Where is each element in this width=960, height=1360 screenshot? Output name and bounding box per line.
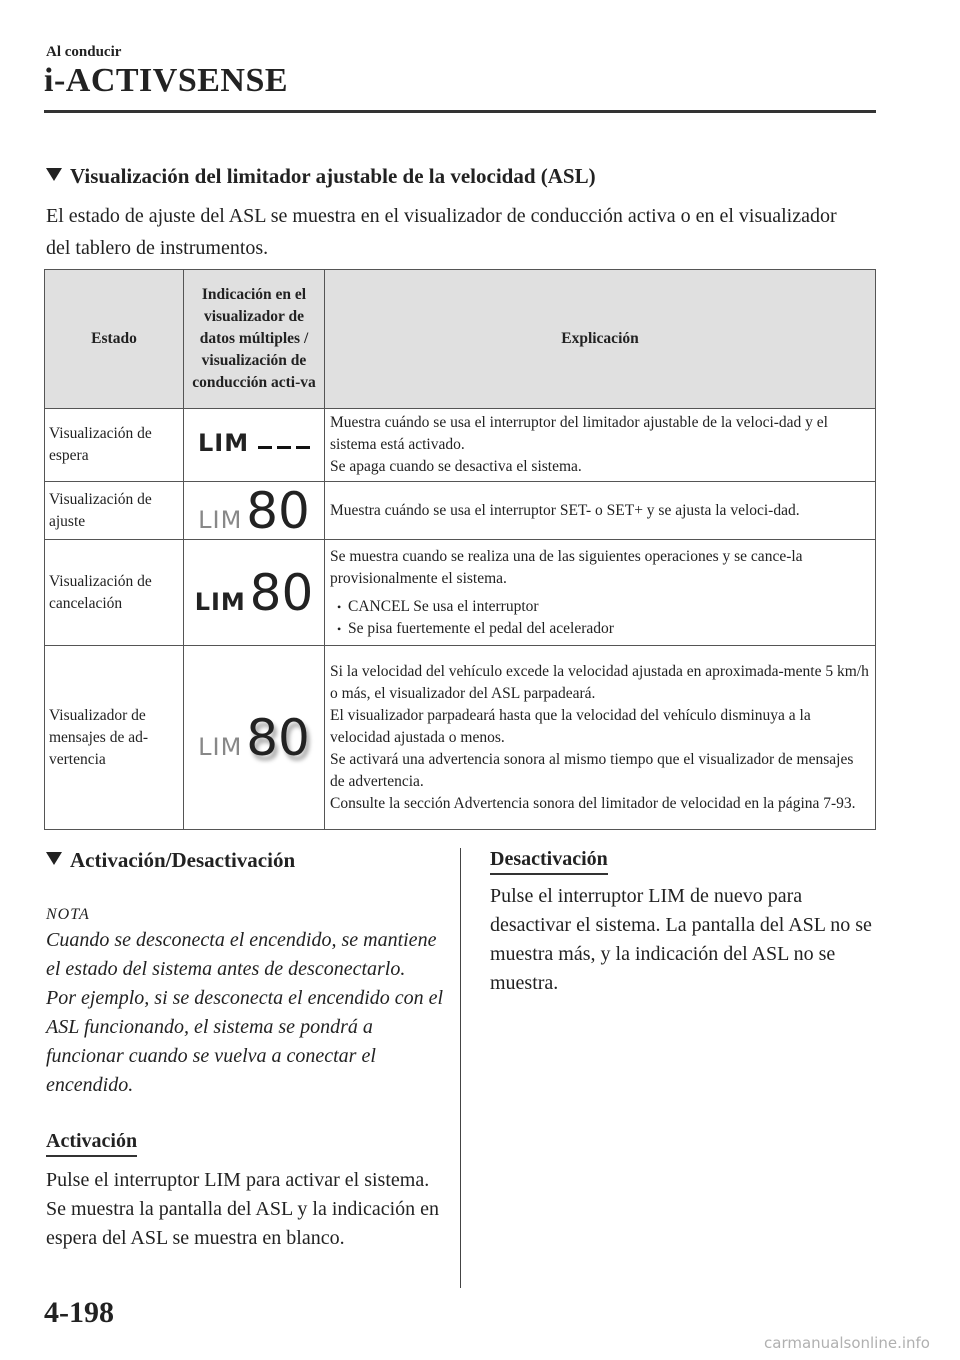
list-item — [330, 596, 870, 618]
speed-value: 80 — [246, 481, 310, 540]
bullet-text: Se pisa fuertemente el pedal del acelerador — [348, 619, 614, 637]
triangle-bullet-icon — [46, 852, 62, 865]
chapter-label: Al conducir — [46, 44, 122, 60]
asl-status-table — [44, 269, 876, 830]
standby-dashes-icon — [253, 438, 310, 455]
watermark: carmanualsonline.info — [764, 1334, 930, 1352]
explanation-line: Se apaga cuando se desactiva el sistema. — [330, 458, 582, 475]
section-heading-text: Visualización del limitador ajustable de la velocidad (ASL) — [70, 164, 596, 188]
deactivation-subheading: Desactivación — [490, 848, 608, 875]
explanation-line: Muestra cuándo se usa el interruptor SET- o SET+ y se ajusta la veloci-dad. — [330, 501, 800, 519]
table-row — [45, 540, 876, 646]
note-label: NOTA — [46, 906, 90, 923]
lim-indicator: LIM — [198, 429, 250, 457]
explanation-cell — [325, 409, 876, 482]
activation-text: Pulse el interruptor LIM para activar el sistema. Se muestra la pantalla del ASL y la indicación en espera del ASL se muestra en blanco. — [46, 1169, 440, 1249]
speed-value-warning: 80 — [246, 708, 310, 767]
explanation-line: Si la velocidad del vehículo excede la velocidad ajustada en aproximada-mente 5 km/h o más, el visualizador del ASL parpadeará. — [330, 662, 869, 702]
deactivation-text: Pulse el interruptor LIM de nuevo para desactivar el sistema. La pantalla del ASL no se muestra más, y la indicación del ASL no se muestra. — [490, 885, 872, 994]
explanation-line: El visualizador parpadeará hasta que la velocidad del vehículo disminuya a la velocidad ajustada o menos. — [330, 706, 811, 746]
speed-value: 80 — [249, 563, 314, 622]
list-item — [330, 618, 870, 640]
column-header-display: Indicación en el visualizador de datos múltiples / visualización de conducción acti-va — [184, 270, 325, 409]
section-heading-activation — [46, 848, 295, 873]
explanation-line: Se activará una advertencia sonora al mismo tiempo que el visualizador de mensajes de advertencia. — [330, 750, 854, 790]
table-row — [45, 646, 876, 830]
explanation-cell — [325, 540, 876, 646]
header-divider — [44, 110, 876, 113]
indicator-cell — [184, 646, 325, 830]
state-cell: Visualización de cancelación — [45, 540, 184, 646]
page-title: i-ACTIVSENSE — [44, 62, 289, 99]
note-line: Cuando se desconecta el encendido, se mantiene el estado del sistema antes de desconectarlo. — [46, 929, 437, 980]
note-line: Por ejemplo, si se desconecta el encendido con el ASL funcionando, el sistema se pondrá a funcionar cuando se vuelva a conectar el encendido. — [46, 987, 444, 1096]
explanation-line: Consulte la sección Advertencia sonora del limitador de velocidad en la página 7-93. — [330, 794, 856, 812]
state-cell: Visualización de espera — [45, 409, 184, 482]
activation-subheading: Activación — [46, 1130, 137, 1157]
note-text — [46, 926, 446, 1100]
column-divider — [460, 848, 461, 1288]
lim-indicator: LIM — [194, 587, 246, 616]
table-row — [45, 409, 876, 482]
explanation-cell — [325, 646, 876, 830]
intro-paragraph: El estado de ajuste del ASL se muestra en el visualizador de conducción activa o en el visualizador del tablero de instrumentos. — [46, 205, 837, 259]
indicator-cell — [184, 409, 325, 482]
explanation-line: Se muestra cuando se realiza una de las siguientes operaciones y se cance-la provisionalmente el sistema. — [330, 547, 803, 587]
section-heading-asl — [46, 164, 596, 189]
column-header-explanation: Explicación — [325, 270, 876, 409]
state-cell: Visualizador de mensajes de ad-vertencia — [45, 646, 184, 830]
explanation-line: Muestra cuándo se usa el interruptor del limitador ajustable de la veloci-dad y el sistema está activado. — [330, 414, 828, 453]
table-row — [45, 482, 876, 540]
indicator-cell — [184, 482, 325, 540]
state-cell: Visualización de ajuste — [45, 482, 184, 540]
bullet-dot-icon: • — [337, 599, 342, 614]
column-header-state: Estado — [45, 270, 184, 409]
bullet-text: CANCEL Se usa el interruptor — [348, 597, 539, 615]
indicator-cell — [184, 540, 325, 646]
bullet-dot-icon: • — [337, 621, 342, 636]
lim-indicator: LIM — [198, 732, 243, 761]
section-heading-text: Activación/Desactivación — [70, 848, 296, 872]
bullet-list — [330, 596, 870, 640]
lim-indicator: LIM — [198, 505, 243, 534]
explanation-cell — [325, 482, 876, 540]
page-number: 4-198 — [44, 1296, 114, 1329]
triangle-bullet-icon — [46, 168, 62, 181]
